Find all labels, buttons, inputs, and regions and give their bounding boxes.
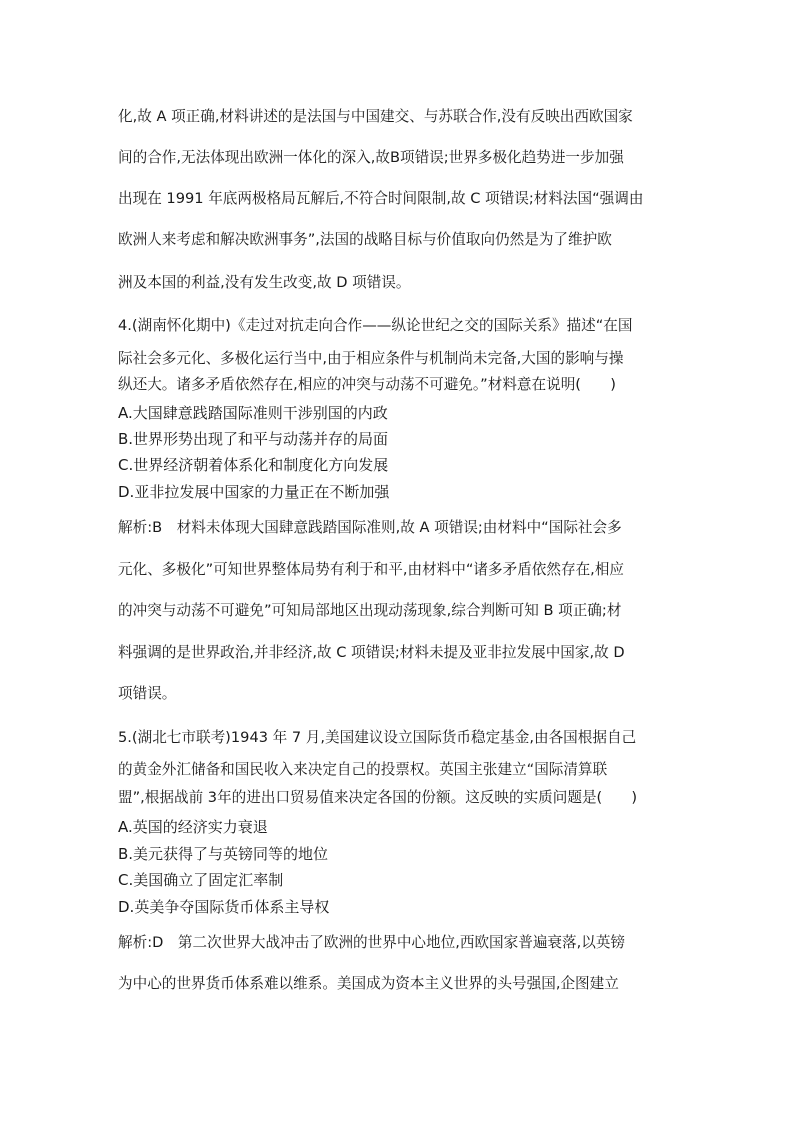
q4-option-b: B.世界形势出现了和平与动荡并存的局面 bbox=[118, 430, 389, 448]
q4-option-d: D.亚非拉发展中国家的力量正在不断加强 bbox=[118, 483, 390, 501]
q4-stem-line: 纵还大。诸多矛盾依然存在,相应的冲突与动荡不可避免。”材料意在说明( ) bbox=[118, 376, 616, 393]
prev-analysis-line: 洲及本国的利益,没有发生改变,故 D 项错误。 bbox=[118, 274, 411, 291]
q5-option-b: B.美元获得了与英镑同等的地位 bbox=[118, 845, 329, 863]
q5-stem-line: 5.(湖北七市联考)1943 年 7 月,美国建议设立国际货币稳定基金,由各国根据自己 bbox=[118, 729, 637, 746]
prev-analysis-line: 欧洲人来考虑和解决欧洲事务”,法国的战略目标与价值取向仍然是为了维护欧 bbox=[118, 231, 612, 248]
q4-analysis-line: 的冲突与动荡不可避免”可知局部地区出现动荡现象,综合判断可知 B 项正确;材 bbox=[118, 602, 622, 619]
q4-analysis-line: 项错误。 bbox=[118, 685, 177, 702]
q5-stem-line: 盟”,根据战前 3年的进出口贸易值来决定各国的份额。这反映的实质问题是( ) bbox=[118, 789, 638, 806]
q4-stem-line: 际社会多元化、多极化运行当中,由于相应条件与机制尚未完备,大国的影响与操 bbox=[118, 350, 624, 367]
prev-analysis-line: 出现在 1991 年底两极格局瓦解后,不符合时间限制,故 C 项错误;材料法国“强调由 bbox=[118, 190, 644, 207]
q5-option-c: C.美国确立了固定汇率制 bbox=[118, 871, 284, 889]
q4-stem-line: 4.(湖南怀化期中)《走过对抗走向合作——纵论世纪之交的国际关系》描述“在国 bbox=[118, 317, 633, 334]
q4-analysis-line: 料强调的是世界政治,并非经济,故 C 项错误;材料未提及亚非拉发展中国家,故 D bbox=[118, 644, 625, 661]
q4-analysis-line: 元化、多极化”可知世界整体局势有利于和平,由材料中“诸多矛盾依然存在,相应 bbox=[118, 561, 624, 578]
q5-option-a: A.英国的经济实力衰退 bbox=[118, 818, 268, 836]
q4-analysis-line: 解析:B 材料未体现大国肆意践踏国际准则,故 A 项错误;由材料中“国际社会多 bbox=[118, 519, 622, 536]
prev-analysis-line: 间的合作,无法体现出欧洲一体化的深入,故B项错误;世界多极化趋势进一步加强 bbox=[118, 149, 624, 166]
q4-option-c: C.世界经济朝着体系化和制度化方向发展 bbox=[118, 456, 389, 474]
q5-stem-line: 的黄金外汇储备和国民收入来决定自己的投票权。英国主张建立“国际清算联 bbox=[118, 761, 608, 778]
prev-analysis-line: 化,故 A 项正确,材料讲述的是法国与中国建交、与苏联合作,没有反映出西欧国家 bbox=[118, 108, 633, 125]
q5-analysis-line: 为中心的世界货币体系难以维系。美国成为资本主义世界的头号强国,企图建立 bbox=[118, 975, 619, 992]
q5-option-d: D.英美争夺国际货币体系主导权 bbox=[118, 898, 330, 916]
q4-option-a: A.大国肆意践踏国际准则干涉别国的内政 bbox=[118, 404, 388, 422]
q5-analysis-line: 解析:D 第二次世界大战冲击了欧洲的世界中心地位,西欧国家普遍衰落,以英镑 bbox=[118, 934, 626, 951]
